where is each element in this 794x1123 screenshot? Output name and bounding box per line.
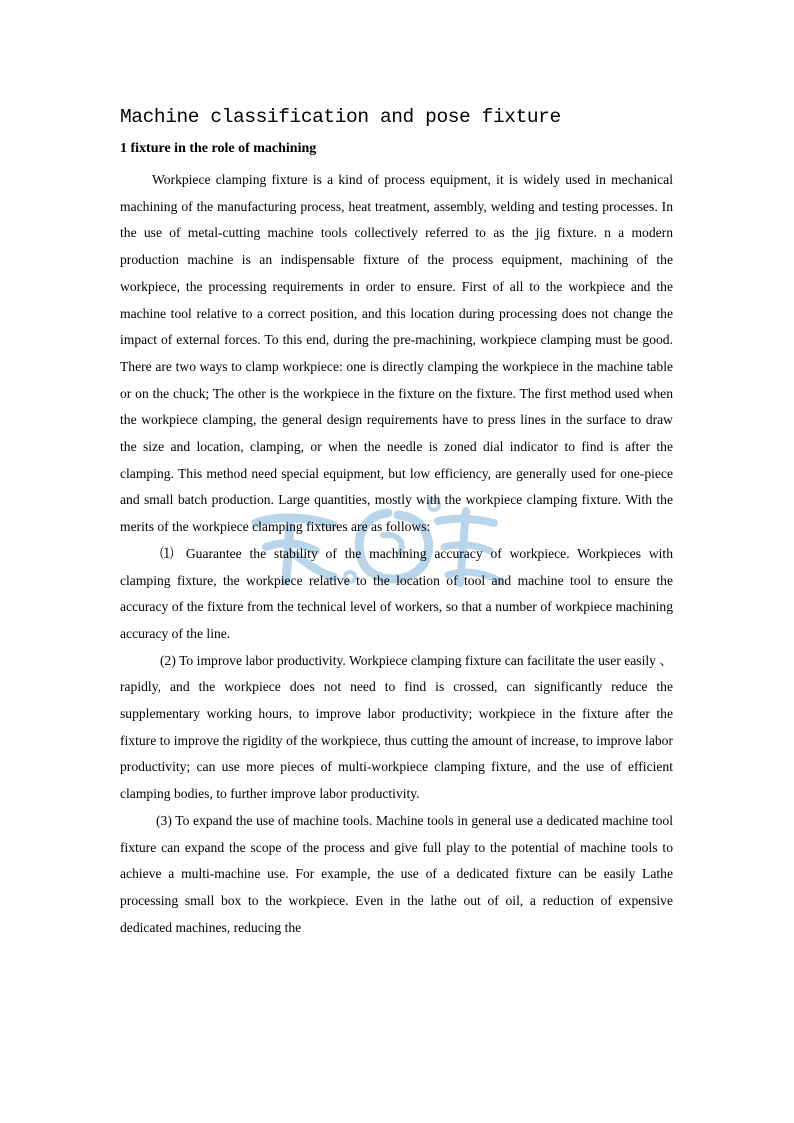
document-body xyxy=(120,104,673,941)
section-heading: 1 fixture in the role of machining xyxy=(120,141,317,156)
document-title: Machine classification and pose fixture xyxy=(120,106,561,128)
paragraph-point-3: (3) To expand the use of machine tools. Machine tools in general use a dedicated machine tool fixture can expand the scope of the process and give full play to the potential of machine tools to achieve a multi-machine use. For example, the use of a dedicated fixture can be easily Lathe processing small box to the workpiece. Even in the lathe out of oil, a reduction of expensive dedicated machines, reducing the xyxy=(120,812,673,935)
paragraph-point-1: ⑴ Guarantee the stability of the machining accuracy of workpiece. Workpieces with clamping fixture, the workpiece relative to the location of tool and machine tool to ensure the accuracy of the fixture from the technical level of workers, so that a number of workpiece machining accuracy of the line. xyxy=(120,545,673,641)
paragraph-point-2: (2) To improve labor productivity. Workpiece clamping fixture can facilitate the user easily 、rapidly, and the workpiece does not need to find is crossed, can significantly reduce the supplementary working hours, to improve labor productivity; workpiece in the fixture after the fixture to improve the rigidity of the workpiece, thus cutting the amount of increase, to improve labor productivity; can use more pieces of multi-workpiece clamping fixture, and the use of efficient clamping bodies, to further improve labor productivity. xyxy=(120,652,673,802)
paragraph-intro: Workpiece clamping fixture is a kind of process equipment, it is widely used in mechanical machining of the manufacturing process, heat treatment, assembly, welding and testing processes. In the use of metal-cutting machine tools collectively referred to as the jig fixture. n a modern production machine is an indispensable fixture of the process equipment, machining of the workpiece, the processing requirements in order to ensure. First of all to the workpiece and the machine tool relative to a correct position, and this location during processing does not change the impact of external forces. To this end, during the pre-machining, workpiece clamping must be good. There are two ways to clamp workpiece: one is directly clamping the workpiece in the machine table or on the chuck; The other is the workpiece in the fixture on the fixture. The first method used when the workpiece clamping, the general design requirements have to press lines in the surface to draw the size and location, clamping, or when the needle is zoned dial indicator to find is after the clamping. This method need special equipment, but low efficiency, are generally used for one-piece and small batch production. Large quantities, mostly with the workpiece clamping fixture. With the merits of the workpiece clamping fixtures are as follows: xyxy=(120,172,673,535)
